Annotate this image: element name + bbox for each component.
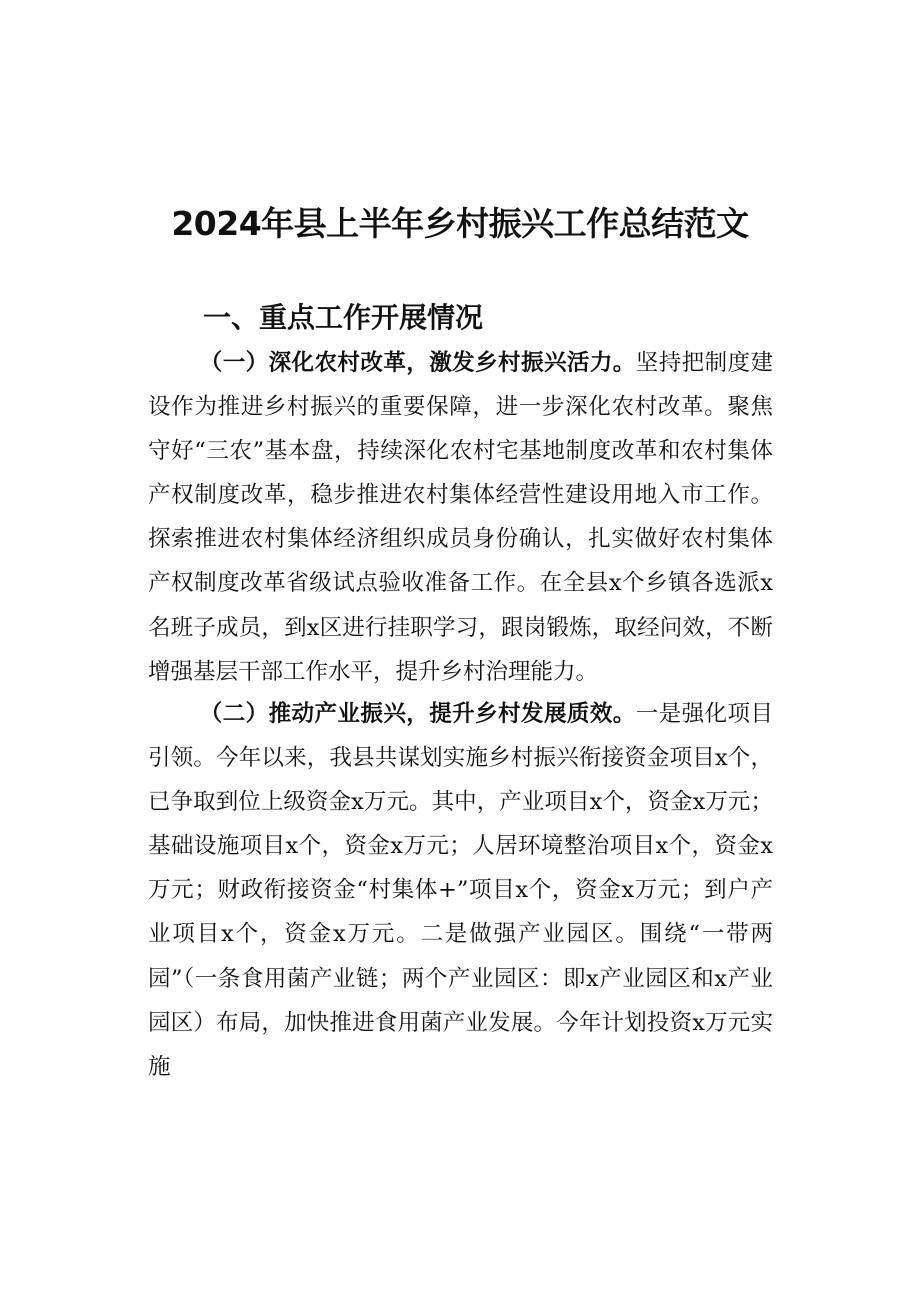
paragraph-body: 一是强化项目引领。今年以来，我县共谋划实施乡村振兴衔接资金项目x个，已争取到位上级资金x万元。其中，产业项目x个，资金x万元；基础设施项目x个，资金x万元；人居环境整治项目x个，资金x万元；财政衔接资金“村集体+”项目x个，资金x万元；到户产业项目x个，资金x万元。二是做强产业园区。围绕“一带两园”（一条食用菌产业链；两个产业园区：即x产业园区和x产业园区）布局，加快推进食用菌产业发展。今年计划投资x万元实施 xyxy=(148,701,773,1080)
paragraph-industry-revitalization xyxy=(148,692,773,1089)
paragraph-lead: （二）推动产业振兴，提升乡村发展质效。 xyxy=(199,701,636,727)
document-title: 2024年县上半年乡村振兴工作总结范文 xyxy=(171,204,749,243)
paragraph-body: 坚持把制度建设作为推进乡村振兴的重要保障，进一步深化农村改革。聚焦守好“三农”基本盘，持续深化农村宅基地制度改革和农村集体产权制度改革，稳步推进农村集体经营性建设用地入市工作。探索推进农村集体经济组织成员身份确认，扎实做好农村集体产权制度改革省级试点验收准备工作。在全县x个乡镇各选派x名班子成员，到x区进行挂职学习，跟岗锻炼，取经问效，不断增强基层干部工作水平，提升乡村治理能力。 xyxy=(148,350,773,685)
paragraph-rural-reform xyxy=(148,341,773,694)
section-heading: 一、重点工作开展情况 xyxy=(203,301,484,334)
paragraph-lead: （一）深化农村改革，激发乡村振兴活力。 xyxy=(199,350,636,376)
